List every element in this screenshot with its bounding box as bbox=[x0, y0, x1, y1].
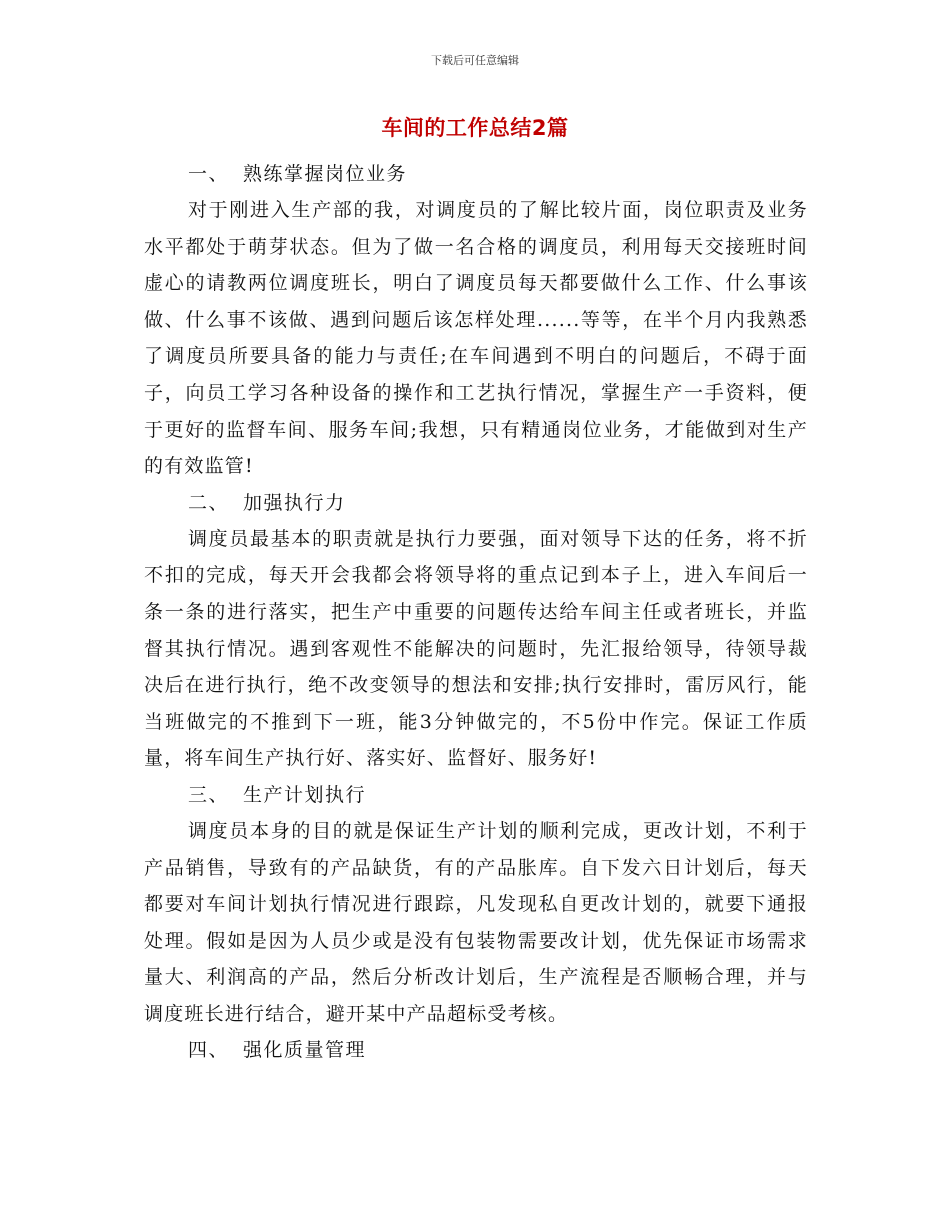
section-heading-text: 加强执行力 bbox=[243, 491, 346, 514]
section-paragraph: 对于刚进入生产部的我，对调度员的了解比较片面，岗位职责及业务水平都处于萌芽状态。但为了做一名合格的调度员，利用每天交接班时间虚心的请教两位调度班长，明白了调度员每天都要做什么工作、什么事该做、什么事不该做、遇到问题后该怎样处理......等等，在半个月内我熟悉了调度员所要具备的能力与责任;在车间遇到不明白的问题后，不碍于面子，向员工学习各种设备的操作和工艺执行情况，掌握生产一手资料，便于更好的监督车间、服务车间;我想，只有精通岗位业务，才能做到对生产的有效监管! bbox=[144, 199, 808, 478]
section-heading bbox=[144, 777, 808, 813]
section-paragraph: 调度员最基本的职责就是执行力要强，面对领导下达的任务，将不折不扣的完成，每天开会我都会将领导将的重点记到本子上，进入车间后一条一条的进行落实，把生产中重要的问题传达给车间主任或者班长，并监督其执行情况。遇到客观性不能解决的问题时，先汇报给领导，待领导裁决后在进行执行，绝不改变领导的想法和安排;执行安排时，雷厉风行，能当班做完的不推到下一班，能3分钟做完的，不5份中作完。保证工作质量，将车间生产执行好、落实好、监督好、服务好! bbox=[144, 527, 808, 770]
section-heading-text: 生产计划执行 bbox=[243, 783, 367, 806]
section-heading bbox=[144, 485, 808, 521]
section-heading-text: 强化质量管理 bbox=[243, 1039, 367, 1062]
section-number: 一、 bbox=[188, 163, 230, 185]
section-heading-text: 熟练掌握岗位业务 bbox=[243, 163, 408, 185]
section-heading bbox=[144, 156, 808, 192]
section-paragraph: 调度员本身的目的就是保证生产计划的顺利完成，更改计划，不利于产品销售，导致有的产品缺货，有的产品胀库。自下发六日计划后，每天都要对车间计划执行情况进行跟踪，凡发现私自更改计划的，就要下通报处理。假如是因为人员少或是没有包装物需要改计划，优先保证市场需求量大、利润高的产品，然后分析改计划后，生产流程是否顺畅合理，并与调度班长进行结合，避开某中产品超标受考核。 bbox=[144, 819, 808, 1025]
page-header-note: 下载后可任意编辑 bbox=[431, 54, 519, 67]
section-number: 二、 bbox=[188, 491, 230, 514]
section-number: 四、 bbox=[188, 1039, 230, 1062]
section-heading bbox=[144, 1032, 808, 1068]
section-number: 三、 bbox=[188, 783, 230, 806]
document-title: 车间的工作总结2篇 bbox=[381, 116, 569, 140]
document-body bbox=[144, 156, 808, 1068]
